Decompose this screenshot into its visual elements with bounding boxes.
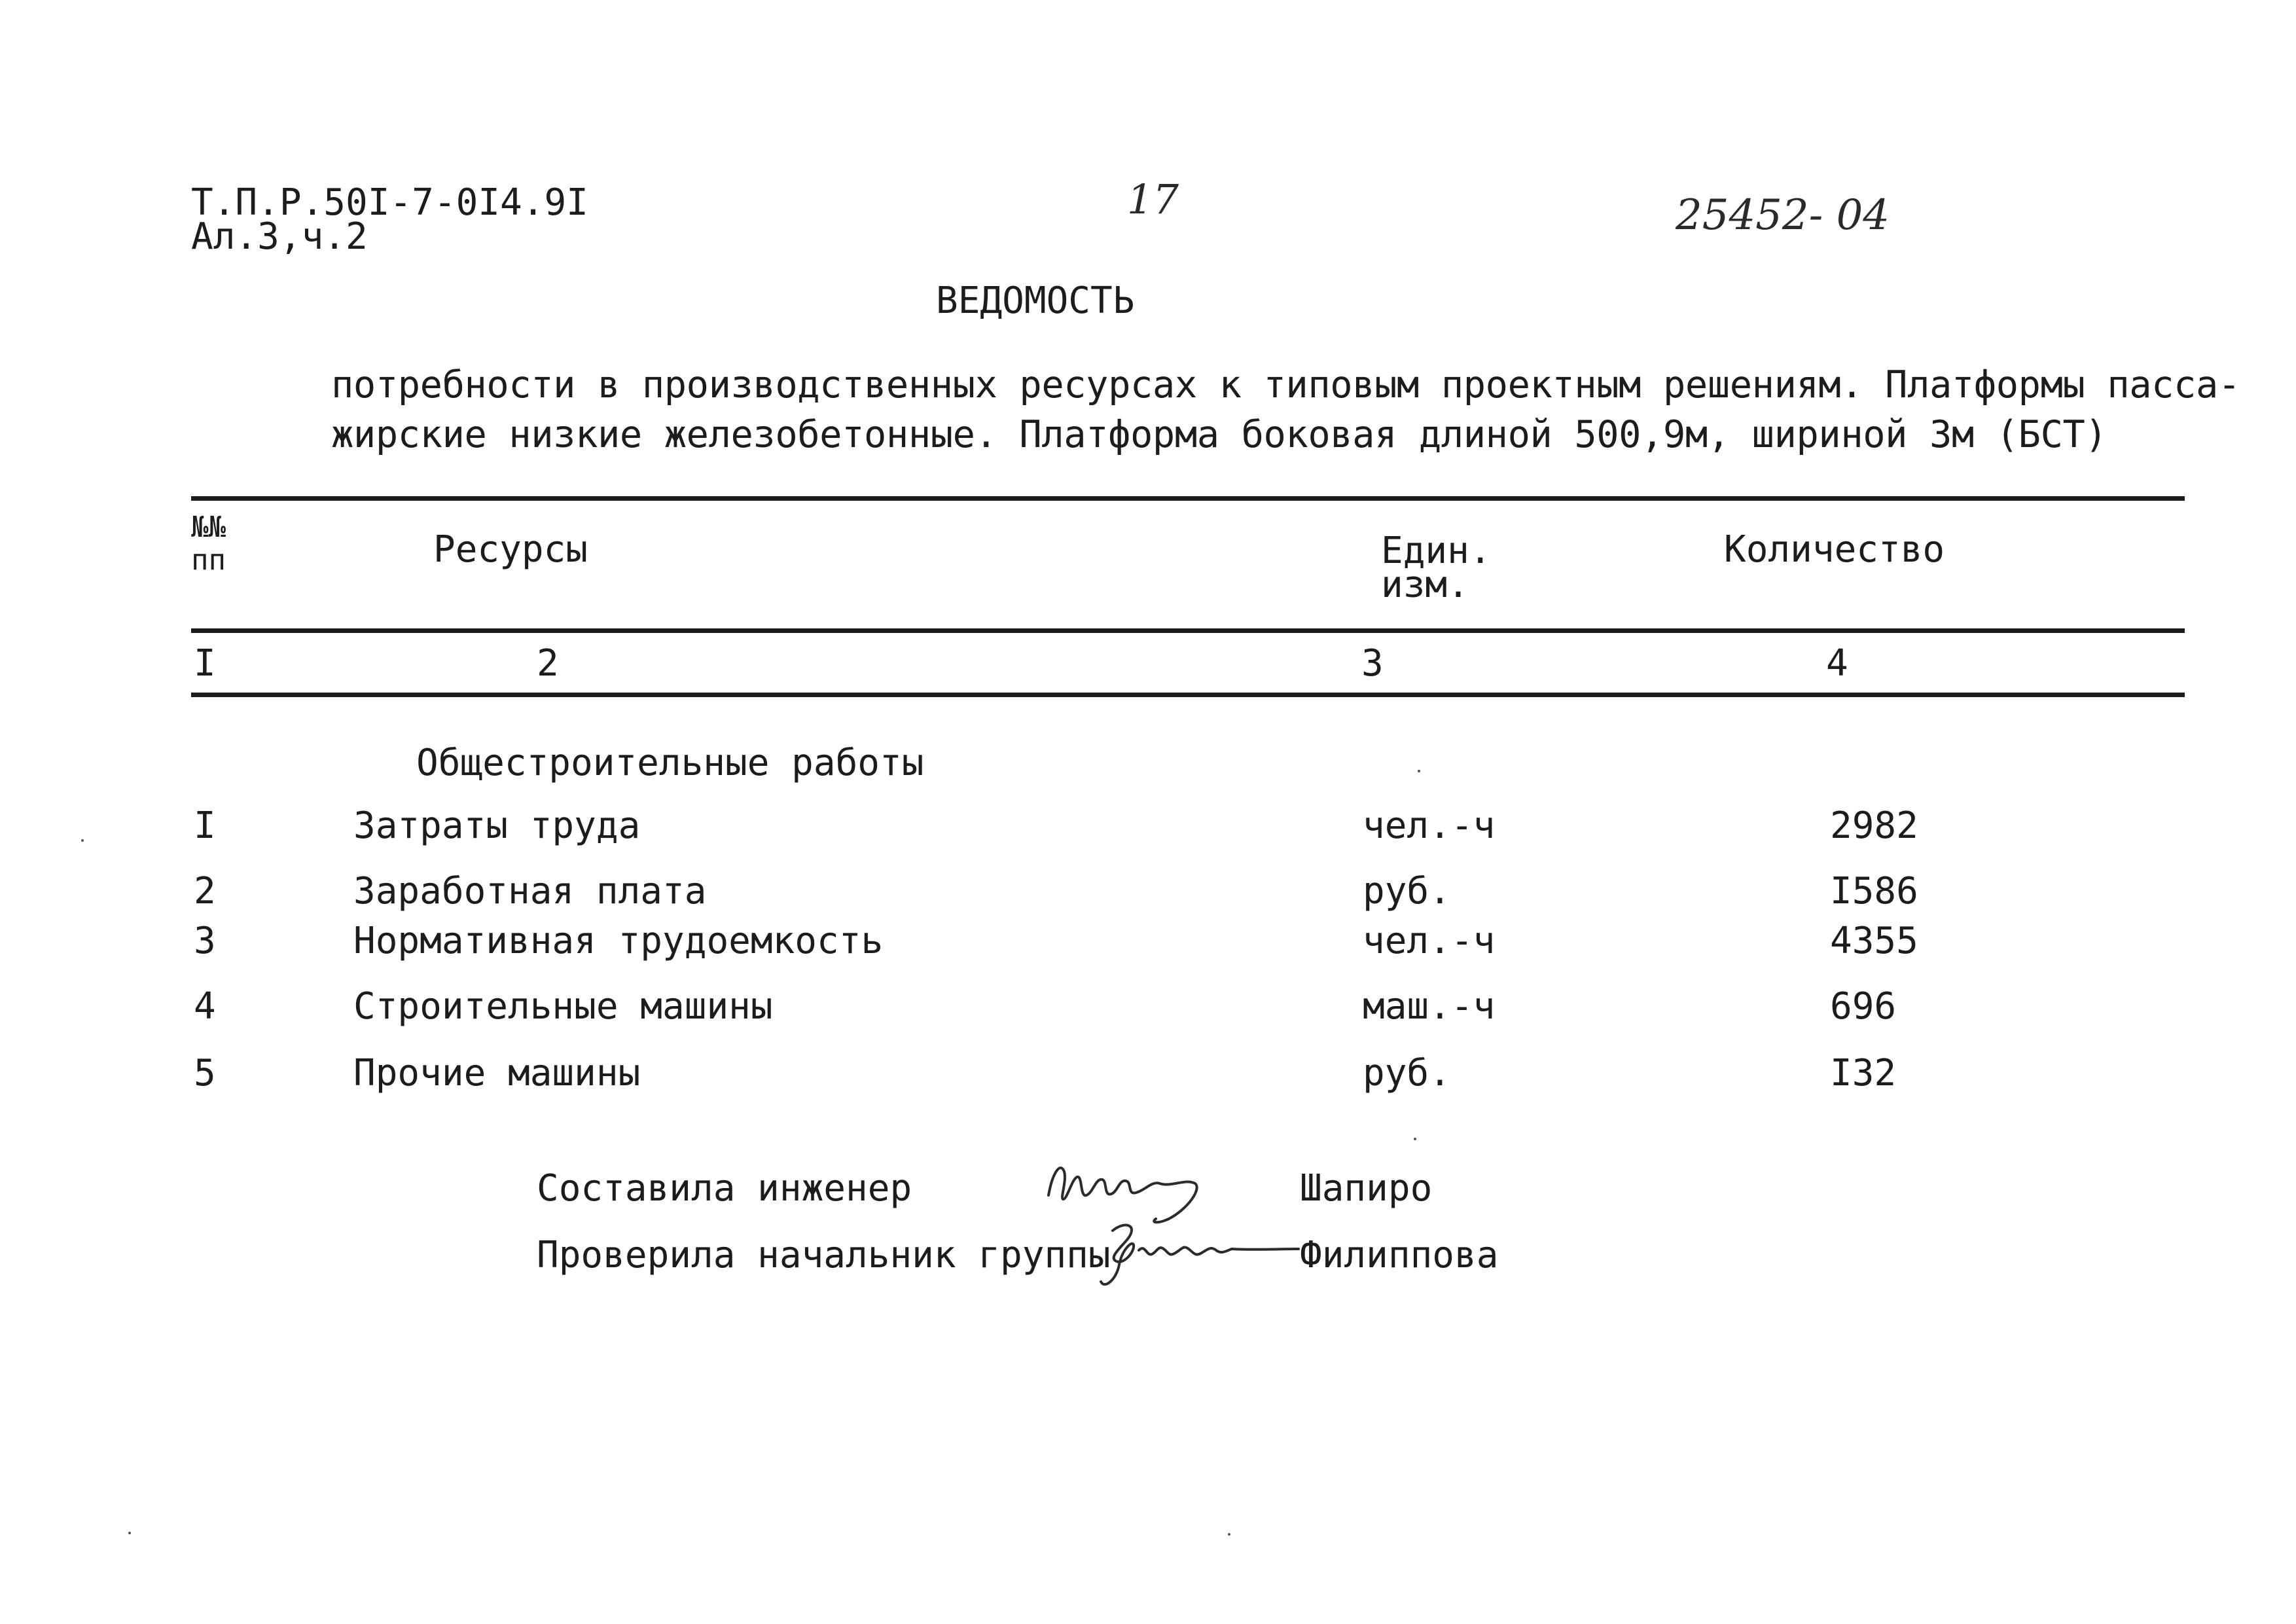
row-number: 4 (194, 985, 216, 1028)
row-number: 2 (194, 870, 216, 912)
header-bottom-rule (191, 628, 2185, 633)
row-unit: маш.-ч (1363, 985, 1496, 1028)
checked-by-name: Филиппова (1300, 1234, 1499, 1276)
section-title: Общестроительные работы (416, 742, 924, 784)
checked-signature (1086, 1211, 1302, 1296)
row-resource: Прочие машины (353, 1052, 641, 1094)
album-reference: Ал.3,ч.2 (191, 215, 368, 258)
column-header-num-line1: №№ (191, 511, 226, 544)
row-quantity: 4355 (1830, 920, 1918, 962)
row-number: 3 (194, 920, 216, 962)
row-resource: Нормативная трудоемкость (353, 920, 884, 962)
row-resource: Строительные машины (353, 985, 773, 1028)
column-numbers-bottom-rule (191, 693, 2185, 697)
table-top-rule (191, 496, 2185, 501)
document-code: Т.П.Р.50I-7-0I4.9I (191, 181, 588, 224)
row-unit: чел.-ч (1363, 920, 1496, 962)
row-resource: Заработная плата (353, 870, 707, 912)
column-header-resources: Ресурсы (433, 528, 588, 571)
column-header-num-line2: пп (191, 543, 226, 577)
scan-speck (81, 839, 84, 842)
scan-speck (1414, 1138, 1416, 1140)
column-number-3: 3 (1361, 642, 1384, 685)
checked-by-role: Проверила начальник группы (537, 1234, 1111, 1276)
inventory-number: 25452- 04 (1676, 191, 1890, 240)
scan-speck (128, 1532, 131, 1534)
compiled-by-role: Составила инженер (537, 1167, 912, 1210)
column-number-4: 4 (1826, 642, 1848, 685)
page-number: 17 (1127, 175, 1179, 223)
row-quantity: 2982 (1830, 804, 1918, 847)
compiled-by-name: Шапиро (1300, 1167, 1433, 1210)
row-quantity: I586 (1830, 870, 1918, 912)
column-number-1: I (194, 642, 216, 685)
row-unit: руб. (1363, 1052, 1451, 1094)
row-resource: Затраты труда (353, 804, 641, 847)
document-title: ВЕДОМОСТЬ (936, 280, 1135, 322)
row-quantity: 696 (1830, 985, 1897, 1028)
subtitle-line-2: жирские низкие железобетонные. Платформа боковая длиной 500,9м, шириной 3м (БСТ) (331, 413, 2108, 456)
subtitle-line-1: потребности в производственных ресурсах к типовым проектным решениям. Платформы пасса- (331, 363, 2240, 406)
row-unit: чел.-ч (1363, 804, 1496, 847)
column-header-quantity: Количество (1724, 528, 1945, 571)
column-header-unit-line1: Един. (1381, 530, 1492, 572)
column-header-unit-line2: изм. (1381, 564, 1469, 606)
scan-speck (1228, 1533, 1230, 1536)
row-number: 5 (194, 1052, 216, 1094)
scan-speck (1418, 770, 1420, 772)
row-unit: руб. (1363, 870, 1451, 912)
column-number-2: 2 (537, 642, 559, 685)
row-quantity: I32 (1830, 1052, 1897, 1094)
row-number: I (194, 804, 216, 847)
